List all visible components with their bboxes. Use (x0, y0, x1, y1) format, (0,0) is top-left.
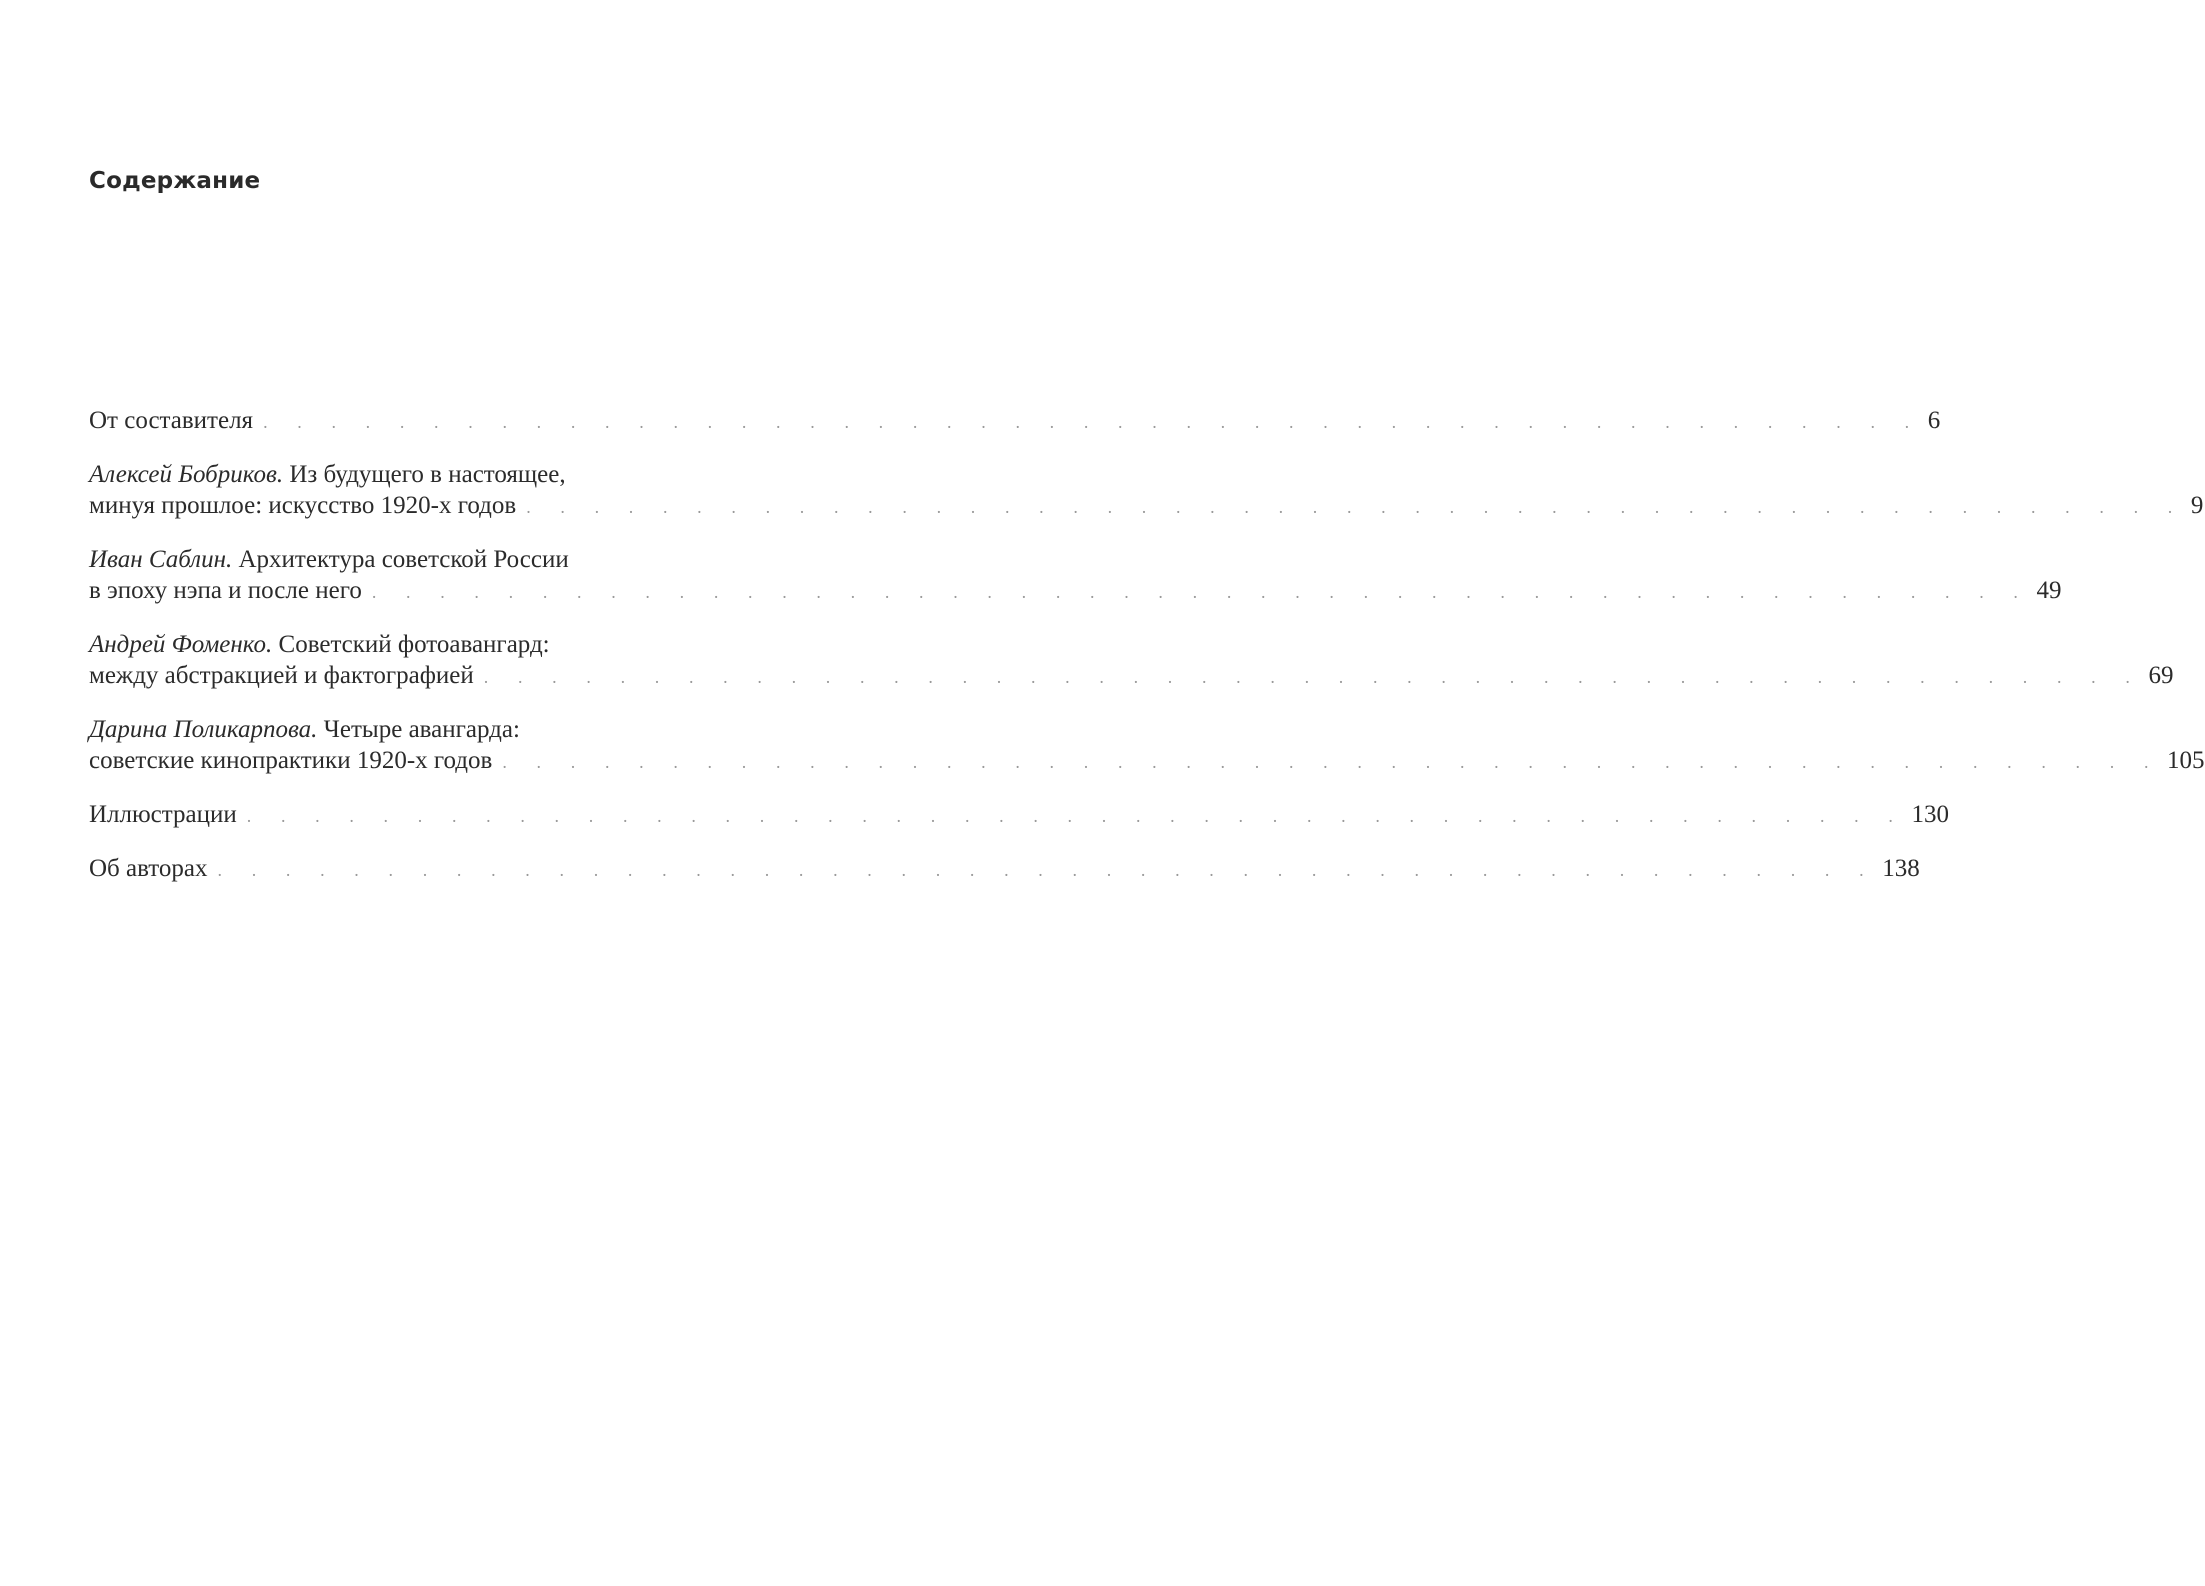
toc-entry-line (89, 490, 2204, 523)
toc-entry-line (89, 660, 2174, 693)
toc-entry-title-part: между абстракцией и фактографией (89, 662, 474, 689)
toc-entry-first-line (89, 544, 778, 575)
dot-leader: . . . . . . . . . . . . . . . . . . . . . . . . . . . . . . . . . . . . . . . . . . . . . . . . . (371, 582, 2031, 602)
toc-entry-title-part: Из будущего в настоящее, (283, 461, 566, 488)
toc-entry-title: Иллюстрации (89, 801, 237, 828)
toc-entry-line (89, 575, 2062, 608)
toc-entry-title-part: Архитектура советской России (232, 546, 569, 573)
toc-entry-first-line (89, 629, 778, 660)
toc-entry-fomenko[interactable] (89, 629, 2174, 693)
toc-entry-title: Об авторах (89, 855, 208, 882)
toc-entry-line (89, 799, 1949, 832)
toc-entry-title: От составителя (89, 407, 254, 434)
toc-entry-title-part: советские кинопрактики 1920-х годов (89, 747, 493, 774)
toc-page-number: 69 (2148, 662, 2174, 689)
toc-entry-line (89, 745, 2205, 778)
toc-entry-line (89, 853, 1920, 886)
toc-entry-title-part: Советский фотоавангард: (272, 631, 550, 658)
toc-entry-author: Дарина Поликарпова. (89, 716, 318, 743)
dot-leader: . . . . . . . . . . . . . . . . . . . . . . . . . . . . . . . . . . . . . . . . . . . . . . . . . (526, 497, 2185, 517)
dot-leader: . . . . . . . . . . . . . . . . . . . . . . . . . . . . . . . . . . . . . . . . . . . . . . . . . (502, 752, 2162, 772)
toc-entry-about-authors[interactable] (89, 853, 1920, 886)
dot-leader: . . . . . . . . . . . . . . . . . . . . . . . . . . . . . . . . . . . . . . . . . . . . . . . . . (483, 667, 2143, 687)
toc-page-number: 9 (2190, 492, 2204, 519)
toc-page-number: 6 (1927, 407, 1941, 434)
toc-entry-title-part: в эпоху нэпа и после него (89, 577, 362, 604)
toc-entry-first-line (89, 714, 778, 745)
toc-entry-author: Алексей Бобриков. (89, 461, 284, 488)
toc-page-number: 49 (2036, 577, 2062, 604)
toc-entry-title-part: Четыре авангарда: (317, 716, 520, 743)
dot-leader: . . . . . . . . . . . . . . . . . . . . . . . . . . . . . . . . . . . . . . . . . . . . . . . . . (246, 806, 1906, 826)
toc-entry-illustrations[interactable] (89, 799, 1949, 832)
toc-entry-title-part: минуя прошлое: искусство 1920-х годов (89, 492, 517, 519)
toc-entry-from-compiler[interactable] (89, 405, 1941, 438)
toc-entry-line (89, 405, 1941, 438)
toc-page-number: 105 (2167, 747, 2205, 774)
toc-entry-author: Андрей Фоменко. (89, 631, 273, 658)
toc-entry-first-line (89, 459, 778, 490)
toc-entry-author: Иван Саблин. (89, 546, 233, 573)
toc-page-number: 130 (1911, 801, 1949, 828)
toc-entry-polikarpova[interactable] (89, 714, 2205, 778)
toc-entry-sablin[interactable] (89, 544, 2062, 608)
toc-page-number: 138 (1882, 855, 1920, 882)
dot-leader: . . . . . . . . . . . . . . . . . . . . . . . . . . . . . . . . . . . . . . . . . . . . . . . . . (263, 412, 1922, 432)
table-of-contents (89, 405, 2205, 907)
dot-leader: . . . . . . . . . . . . . . . . . . . . . . . . . . . . . . . . . . . . . . . . . . . . . . . . . (217, 860, 1877, 880)
toc-entry-bobrikov[interactable] (89, 459, 2204, 523)
page-title: Содержание (89, 168, 261, 194)
